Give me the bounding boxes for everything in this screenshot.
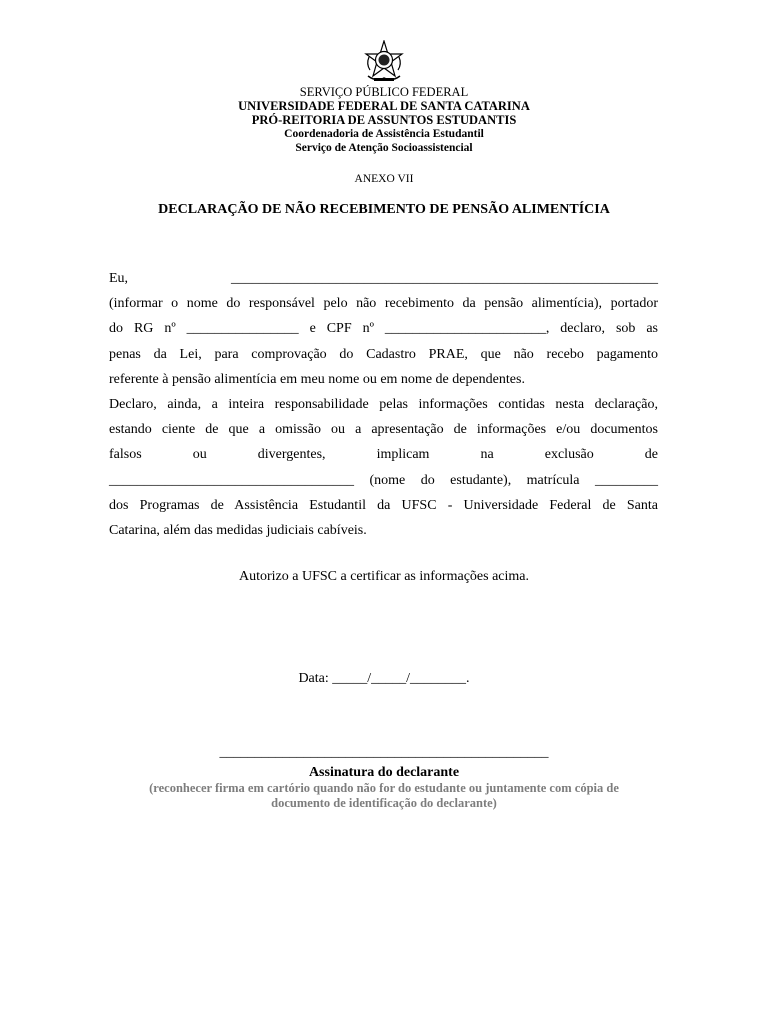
signature-label: Assinatura do declarante: [308, 765, 460, 780]
declaration-body: [109, 266, 658, 543]
body-line-8: falsos ou divergentes, implicam na exclusão de: [109, 447, 658, 463]
body-line-3: do RG nº ________________ e CPF nº _______________________, declaro, sob as: [109, 321, 658, 337]
header-line-3: PRÓ-REITORIA DE ASSUNTOS ESTUDANTIS: [251, 113, 517, 127]
signature-note-line-2: documento de identificação do declarante): [271, 796, 497, 810]
body-line-7: estando ciente de que a omissão ou a apresentação de informações e/ou documentos: [109, 422, 658, 438]
header-line-2: UNIVERSIDADE FEDERAL DE SANTA CATARINA: [238, 99, 530, 113]
name-line: [109, 266, 658, 291]
body-line-5: referente à pensão alimentícia em meu nome ou em nome de dependentes.: [109, 371, 525, 387]
header-line-5: Serviço de Atenção Socioassistencial: [295, 142, 473, 154]
body-line-9: ___________________________________ (nome do estudante), matrícula _________: [109, 472, 658, 488]
body-line-11: Catarina, além das medidas judiciais cabíveis.: [109, 523, 367, 539]
document-header: [0, 85, 768, 155]
date-line: Data: _____/_____/________.: [298, 671, 470, 686]
name-blank: _____________________________________________________________: [231, 271, 658, 286]
annex-label: ANEXO VII: [354, 173, 414, 185]
brazil-coat-of-arms-icon: [362, 40, 406, 84]
signature-note: [0, 781, 768, 811]
eu-label: Eu,: [109, 271, 129, 286]
authorization-text: Autorizo a UFSC a certificar as informações acima.: [238, 569, 529, 584]
signature-line: _______________________________________________: [219, 745, 549, 760]
signature-note-line-1: (reconhecer firma em cartório quando não for do estudante ou juntamente com cópia de: [149, 781, 619, 795]
body-line-4: penas da Lei, para comprovação do Cadastro PRAE, que não recebo pagamento: [109, 346, 658, 362]
document-title: DECLARAÇÃO DE NÃO RECEBIMENTO DE PENSÃO ALIMENTÍCIA: [158, 202, 610, 217]
body-line-10: dos Programas de Assistência Estudantil da UFSC - Universidade Federal de Santa: [109, 497, 658, 513]
header-line-4: Coordenadoria de Assistência Estudantil: [284, 128, 484, 140]
body-line-6: Declaro, ainda, a inteira responsabilidade pelas informações contidas nesta declaração,: [109, 397, 658, 413]
header-line-1: SERVIÇO PÚBLICO FEDERAL: [299, 85, 469, 99]
body-line-2: (informar o nome do responsável pelo não recebimento da pensão alimentícia), portador: [109, 296, 658, 312]
